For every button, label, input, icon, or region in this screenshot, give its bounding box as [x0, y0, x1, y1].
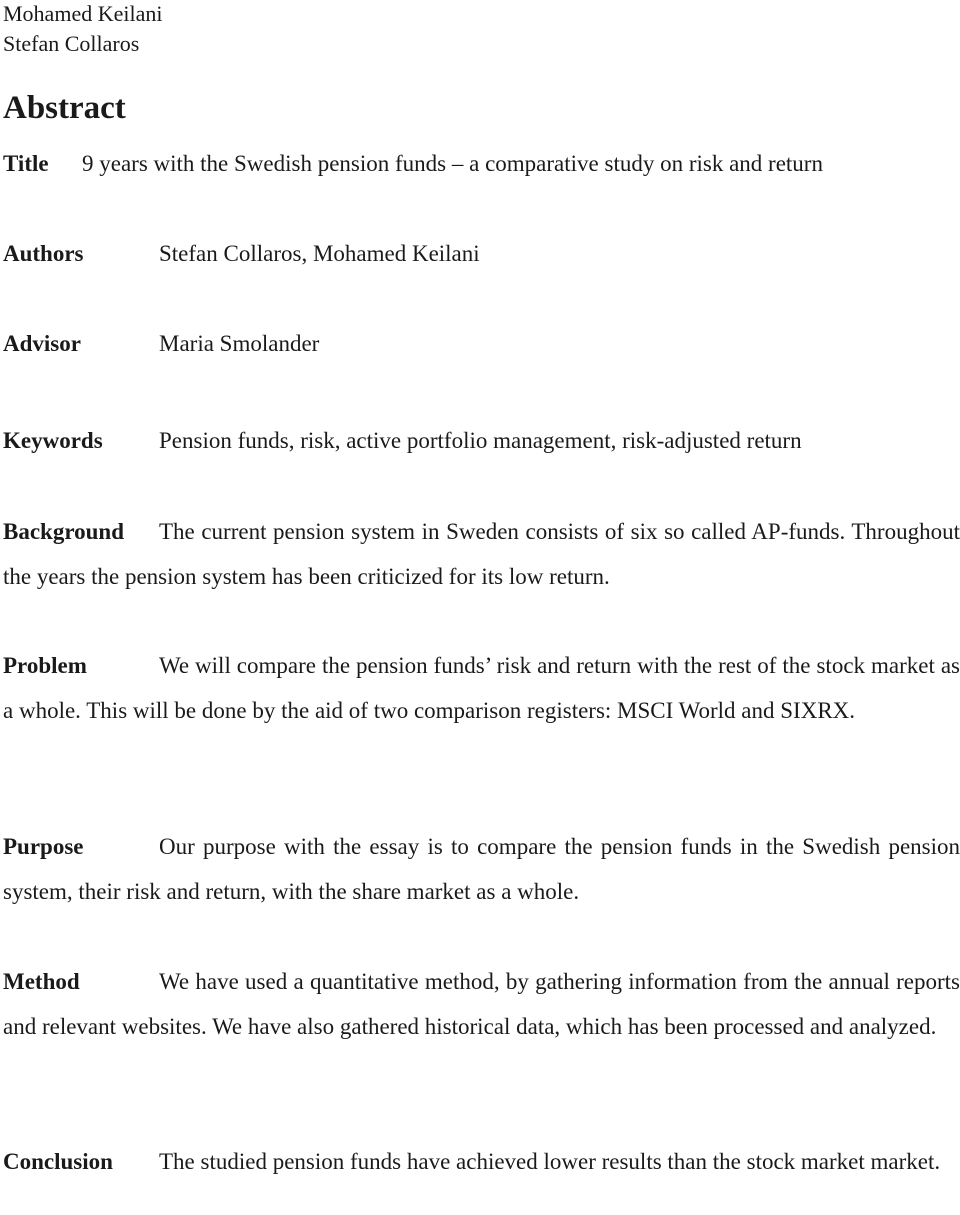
title-value: 9 years with the Swedish pension funds – a comparative study on risk and return — [82, 151, 823, 176]
keywords-field — [3, 418, 960, 463]
authors-field — [3, 231, 960, 276]
advisor-label: Advisor — [3, 331, 81, 356]
method-text: We have used a quantitative method, by gathering information from the annual reports and relevant websites. We have also gathered historical data, which has been processed and analyzed. — [3, 969, 960, 1039]
authors-value: Stefan Collaros, Mohamed Keilani — [159, 241, 480, 266]
purpose-field — [3, 824, 960, 914]
author-name-2: Stefan Collaros — [3, 31, 140, 56]
conclusion-text: The studied pension funds have achieved lower results than the stock market market. — [159, 1149, 941, 1174]
method-field — [3, 959, 960, 1049]
problem-label: Problem — [3, 653, 87, 678]
keywords-label: Keywords — [3, 428, 103, 453]
title-field — [3, 141, 960, 186]
background-field — [3, 509, 960, 599]
conclusion-field — [3, 1139, 960, 1184]
problem-field — [3, 643, 960, 733]
purpose-label: Purpose — [3, 834, 84, 859]
authors-label: Authors — [3, 241, 84, 266]
title-label: Title — [3, 151, 49, 176]
author-name-1: Mohamed Keilani — [3, 1, 163, 26]
purpose-text: Our purpose with the essay is to compare the pension funds in the Swedish pension system, their risk and return, with the share market as a whole. — [3, 834, 960, 904]
problem-text: We will compare the pension funds’ risk and return with the rest of the stock market as a whole. This will be done by the aid of two comparison registers: MSCI World and SIXRX. — [3, 653, 960, 723]
background-text: The current pension system in Sweden consists of six so called AP-funds. Throughout the years the pension system has been criticized for its low return. — [3, 519, 960, 589]
background-label: Background — [3, 519, 125, 544]
abstract-heading: Abstract — [3, 90, 126, 126]
keywords-value: Pension funds, risk, active portfolio management, risk-adjusted return — [159, 428, 802, 453]
method-label: Method — [3, 969, 80, 994]
advisor-value: Maria Smolander — [159, 331, 320, 356]
conclusion-label: Conclusion — [3, 1149, 113, 1174]
advisor-field — [3, 321, 960, 366]
